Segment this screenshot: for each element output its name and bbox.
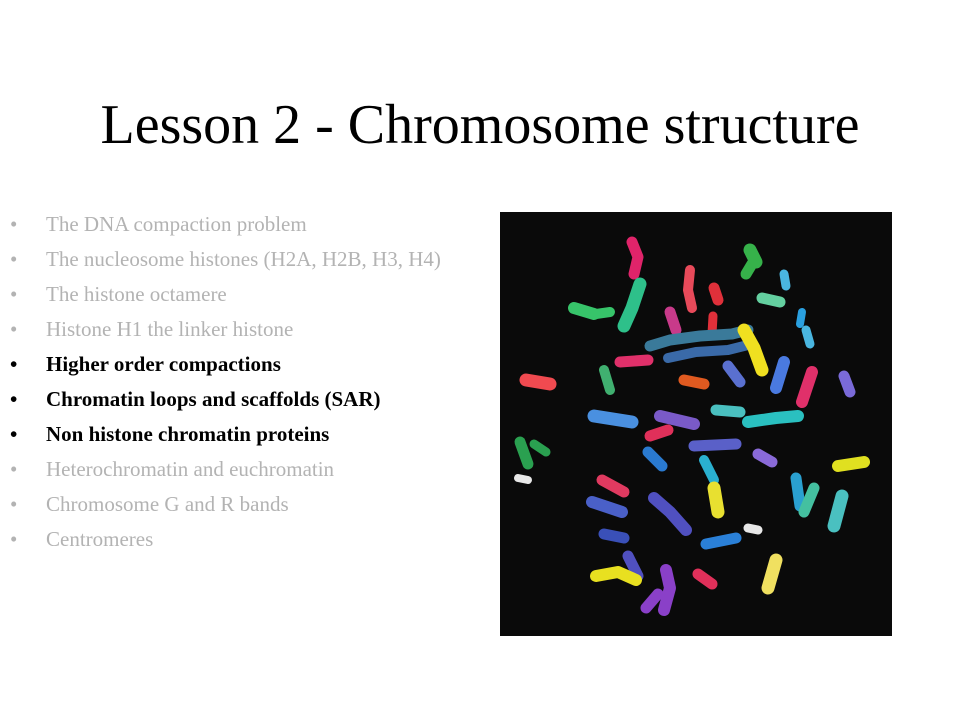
list-item-label: Higher order compactions <box>46 352 281 376</box>
chromosome-spread-image <box>500 212 892 636</box>
bullet-icon: • <box>10 492 18 516</box>
slide-title: Lesson 2 - Chromosome structure <box>100 94 860 156</box>
list-item <box>10 457 498 481</box>
list-item <box>10 422 498 446</box>
list-item-label: The histone octamere <box>46 282 227 306</box>
bullet-icon: • <box>10 422 18 446</box>
bullet-icon: • <box>10 282 18 306</box>
list-item <box>10 352 498 376</box>
list-item-label: Non histone chromatin proteins <box>46 422 330 446</box>
bullet-icon: • <box>10 317 18 341</box>
list-item <box>10 247 498 271</box>
bullet-icon: • <box>10 247 18 271</box>
list-item-label: Chromosome G and R bands <box>46 492 289 516</box>
list-item <box>10 387 498 411</box>
topic-list <box>10 212 498 562</box>
bullet-icon: • <box>10 457 18 481</box>
bullet-icon: • <box>10 352 18 376</box>
list-item-label: Histone H1 the linker histone <box>46 317 294 341</box>
list-item <box>10 527 498 551</box>
list-item <box>10 212 498 236</box>
list-item-label: Heterochromatin and euchromatin <box>46 457 335 481</box>
list-item-label: The DNA compaction problem <box>46 212 307 236</box>
bullet-icon: • <box>10 212 18 236</box>
bullet-icon: • <box>10 527 18 551</box>
chromosome-spread-illustration <box>500 212 892 636</box>
list-item <box>10 282 498 306</box>
list-item <box>10 492 498 516</box>
list-item-label: Centromeres <box>46 527 154 551</box>
list-item-label: The nucleosome histones (H2A, H2B, H3, H4) <box>46 247 441 271</box>
list-item <box>10 317 498 341</box>
bullet-icon: • <box>10 387 18 411</box>
list-item-label: Chromatin loops and scaffolds (SAR) <box>46 387 381 411</box>
